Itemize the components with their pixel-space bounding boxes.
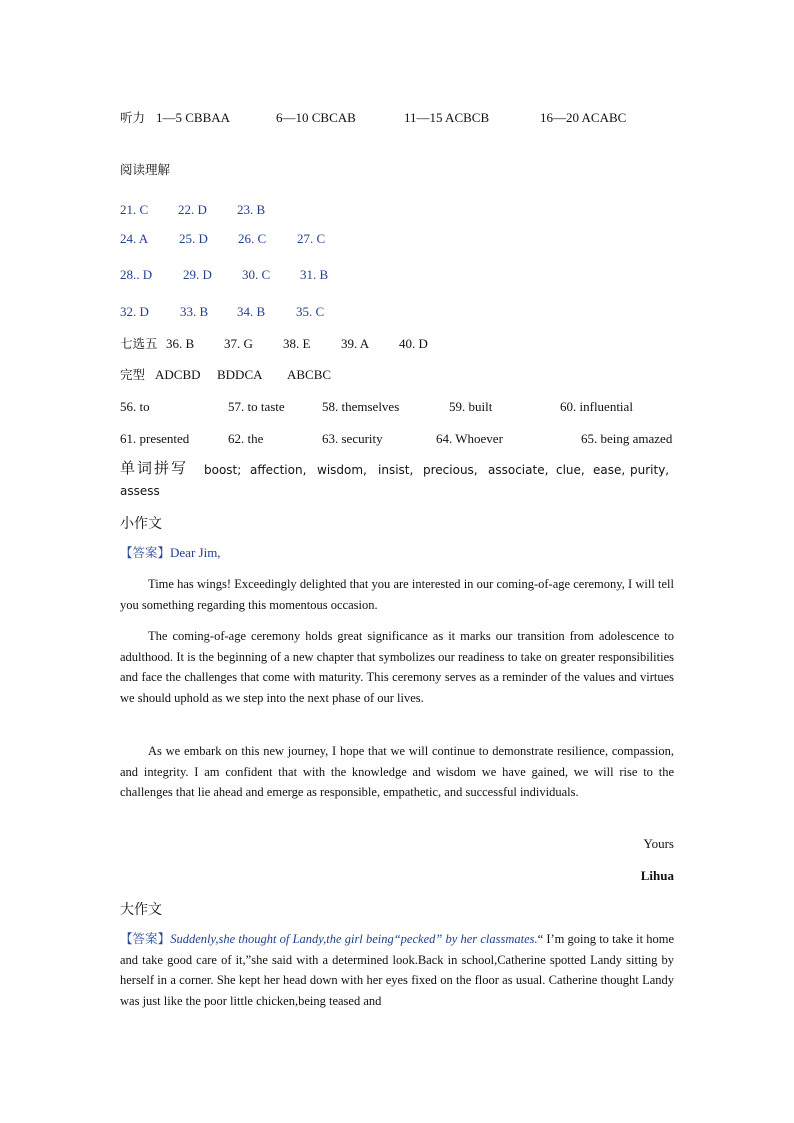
spelling-word: wisdom, <box>317 463 367 477</box>
listening-label: 听力 <box>120 110 146 125</box>
answer-item: 25. D <box>179 231 208 246</box>
answer-item: 30. C <box>242 267 271 282</box>
answer-item: 33. B <box>180 304 209 319</box>
closing: Yours <box>643 836 674 851</box>
answer-item: 24. A <box>120 231 149 246</box>
listening-group-2: 6—10 CBCAB <box>276 110 356 125</box>
answer-tag: 【答案】 <box>120 931 171 946</box>
paragraph-text: As we embark on this new journey, I hope that we will continue to demonstrate resilience, compassion, and integrity. I am confident that with the knowledge and wisdom we have gained, we will rise to the challenges that lie ahead and emerge as responsible, empathetic, and successful individuals. <box>120 744 674 800</box>
answer-item: 21. C <box>120 202 149 217</box>
short-essay-paragraph-1 <box>120 574 674 615</box>
answer-item: 22. D <box>178 202 207 217</box>
answer-item: ABCBC <box>287 367 332 382</box>
answer-item: 35. C <box>296 304 325 319</box>
short-essay-heading: 小作文 <box>120 516 162 532</box>
answer-item: 34. B <box>237 304 266 319</box>
listening-group-3: 11—15 ACBCB <box>404 110 490 125</box>
greeting: Dear Jim, <box>170 545 221 560</box>
spelling-row <box>120 459 670 477</box>
answer-item: 56. to <box>120 399 150 414</box>
answer-item: 63. security <box>322 431 383 446</box>
spelling-word: affection, <box>250 463 307 477</box>
paragraph-text: Time has wings! Exceedingly delighted that you are interested in our coming-of-age ceremony, I will tell you something regarding this momentous occasion. <box>120 577 674 612</box>
answer-item: 59. built <box>449 399 493 414</box>
spelling-word: purity, <box>630 463 670 477</box>
short-essay-paragraph-3 <box>120 741 674 803</box>
answer-item: 39. A <box>341 336 370 351</box>
answer-tag: 【答案】 <box>120 545 171 560</box>
answer-item: 64. Whoever <box>436 431 503 446</box>
cloze-label: 完型 <box>120 367 146 382</box>
answer-item: 29. D <box>183 267 212 282</box>
spelling-word: clue, <box>556 463 585 477</box>
answer-item: 31. B <box>300 267 329 282</box>
listening-group-4: 16—20 ACABC <box>540 110 627 125</box>
spelling-word: boost; <box>204 463 242 477</box>
short-essay-paragraph-2 <box>120 626 674 708</box>
answer-item: 58. themselves <box>322 399 400 414</box>
seven-choose-five-label: 七选五 <box>120 336 158 351</box>
long-essay-heading: 大作文 <box>120 902 162 918</box>
answer-item: 32. D <box>120 304 149 319</box>
signature: Lihua <box>640 868 674 883</box>
answer-item: 62. the <box>228 431 264 446</box>
answer-item: 38. E <box>283 336 311 351</box>
answer-item: 60. influential <box>560 399 633 414</box>
reading-heading: 阅读理解 <box>120 162 171 177</box>
answer-item: 23. B <box>237 202 266 217</box>
answer-item: 37. G <box>224 336 253 351</box>
answer-item: 27. C <box>297 231 326 246</box>
spelling-word: ease, <box>593 463 626 477</box>
answer-item: 28.. D <box>120 267 153 282</box>
paragraph-text: “ I’m going to take it home and take good care of it,”she said with a determined look.Back in school,Catherine spotted Landy sitting by herself in a corner. She kept her head down with her eyes fixed on the floor as usual. Catherine thought Landy was just like the poor little chicken,being teased and <box>120 932 674 1008</box>
cloze-row <box>120 367 332 383</box>
listening-row <box>120 110 627 126</box>
short-essay-greeting-line <box>120 545 221 561</box>
spelling-word-last: assess <box>120 484 160 498</box>
spelling-word: associate, <box>488 463 549 477</box>
answer-item: 57. to taste <box>228 399 285 414</box>
seven-choose-five-row <box>120 336 428 352</box>
given-opening-sentence: Suddenly,she thought of Landy,the girl being“pecked” by her classmates. <box>170 932 538 946</box>
long-essay-paragraph <box>120 929 674 1011</box>
answer-item: 61. presented <box>120 431 190 446</box>
answer-item: 65. being amazed <box>581 431 673 446</box>
spelling-label: 单词拼写 <box>120 459 189 477</box>
listening-group-1: 1—5 CBBAA <box>156 110 231 125</box>
paragraph-text: The coming-of-age ceremony holds great significance as it marks our transition from adolescence to adulthood. It is the beginning of a new chapter that symbolizes our readiness to take on greater responsibilities and face the challenges that come with maturity. This ceremony serves as a reminder of the values and virtues we should uphold as we step into the next phase of our lives. <box>120 629 674 705</box>
answer-item: 36. B <box>166 336 195 351</box>
spelling-word: precious, <box>423 463 478 477</box>
spelling-word: insist, <box>378 463 414 477</box>
answer-item: 40. D <box>399 336 428 351</box>
answer-item: 26. C <box>238 231 267 246</box>
answer-item: ADCBD <box>155 367 201 382</box>
answer-item: BDDCA <box>217 367 263 382</box>
